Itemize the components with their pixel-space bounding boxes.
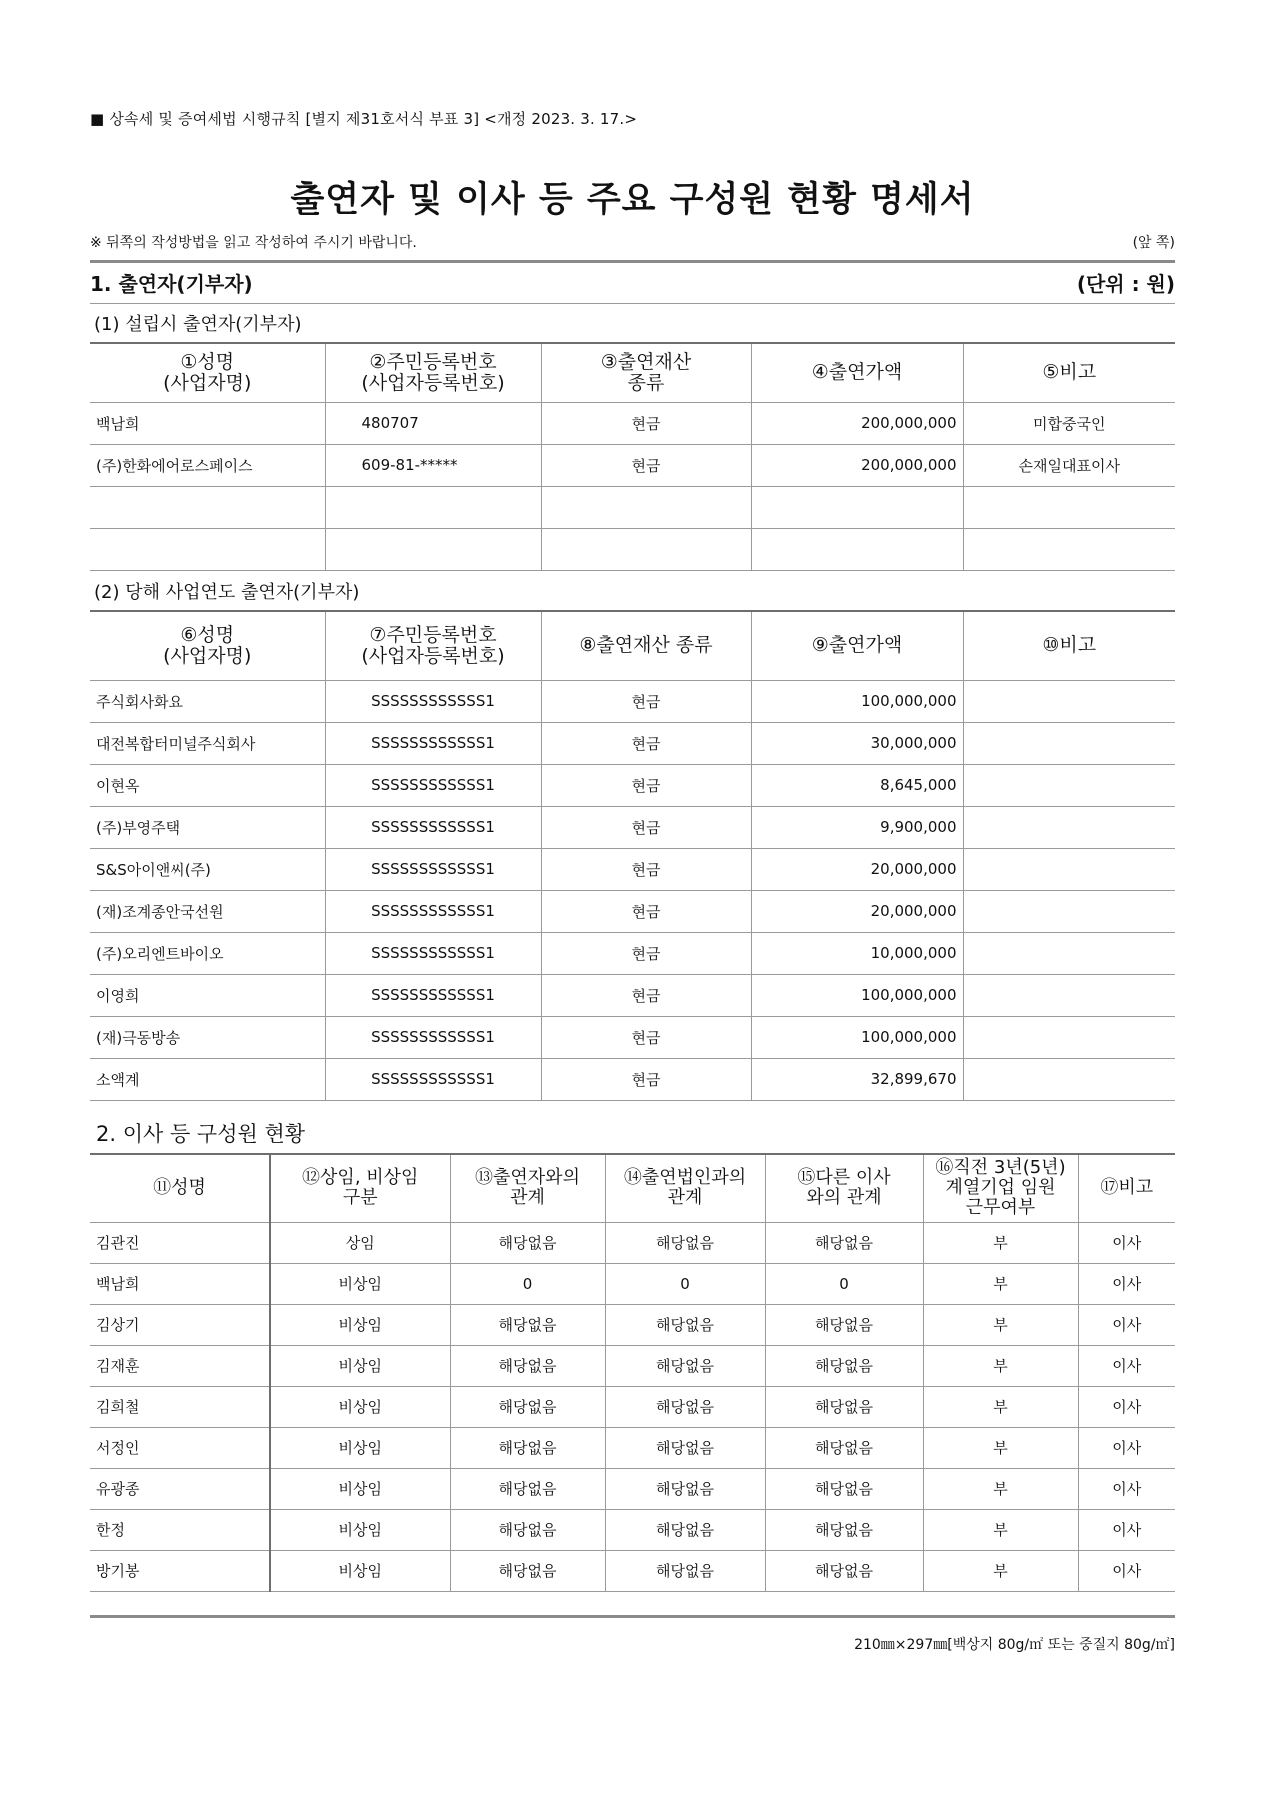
cell-rel_corp: 해당없음 [605,1468,765,1509]
cell-id: SSSSSSSSSSSS1 [325,848,541,890]
table-row [90,1509,1175,1550]
cell-amount: 9,900,000 [751,806,963,848]
cell-type: 현금 [541,402,751,444]
cell-affiliate: 부 [923,1386,1078,1427]
table-row [90,528,1175,570]
cell-type [541,486,751,528]
cell-note: 이사 [1078,1468,1175,1509]
table-row [90,848,1175,890]
table-row [90,806,1175,848]
table-header-row [90,611,1175,680]
table-row [90,1304,1175,1345]
column-header: ⑯직전 3년(5년) 계열기업 임원 근무여부 [923,1154,1078,1222]
cell-affiliate: 부 [923,1509,1078,1550]
table-row [90,402,1175,444]
table-row [90,1386,1175,1427]
cell-rel_corp: 해당없음 [605,1222,765,1263]
table-row [90,890,1175,932]
cell-amount [751,486,963,528]
cell-name: 백남희 [90,1263,270,1304]
cell-affiliate: 부 [923,1222,1078,1263]
cell-name: 소액계 [90,1058,325,1100]
cell-note: 이사 [1078,1304,1175,1345]
cell-amount: 32,899,670 [751,1058,963,1100]
cell-note [963,890,1175,932]
cell-type: 비상임 [270,1263,450,1304]
cell-note [963,764,1175,806]
column-header: ⑨출연가액 [751,611,963,680]
page-side-label: (앞 쪽) [1132,235,1175,251]
cell-name: 주식회사화요 [90,680,325,722]
cell-name: 김희철 [90,1386,270,1427]
form-reference: ■ 상속세 및 증여세법 시행규칙 [별지 제31호서식 부표 3] <개정 2023. 3. 17.> [90,110,638,128]
cell-rel_other: 해당없음 [765,1345,923,1386]
cell-name: 대전복합터미널주식회사 [90,722,325,764]
cell-rel_corp: 해당없음 [605,1345,765,1386]
cell-note: 손재일대표이사 [963,444,1175,486]
column-header: ⑮다른 이사 와의 관계 [765,1154,923,1222]
cell-rel_other: 해당없음 [765,1304,923,1345]
cell-type: 비상임 [270,1468,450,1509]
cell-name: (재)조계종안국선원 [90,890,325,932]
cell-id: SSSSSSSSSSSS1 [325,932,541,974]
cell-note [963,1016,1175,1058]
table-row [90,1427,1175,1468]
cell-note: 이사 [1078,1345,1175,1386]
cell-note [963,528,1175,570]
founder-table [90,342,1175,571]
table-header-row [90,343,1175,402]
divider-thick [90,260,1175,263]
table-row [90,1222,1175,1263]
cell-affiliate: 부 [923,1345,1078,1386]
cell-id: 609-81-***** [325,444,541,486]
cell-note: 이사 [1078,1263,1175,1304]
cell-note [963,932,1175,974]
document-title: 출연자 및 이사 등 주요 구성원 현황 명세서 [290,180,975,220]
cell-id: SSSSSSSSSSSS1 [325,722,541,764]
cell-name: 이현옥 [90,764,325,806]
cell-rel_other: 해당없음 [765,1427,923,1468]
cell-type: 비상임 [270,1550,450,1591]
cell-type: 현금 [541,1016,751,1058]
cell-rel_donor: 해당없음 [450,1304,605,1345]
cell-amount: 20,000,000 [751,848,963,890]
cell-affiliate: 부 [923,1550,1078,1591]
table-row [90,1016,1175,1058]
cell-type: 현금 [541,722,751,764]
column-header: ④출연가액 [751,343,963,402]
cell-type: 현금 [541,848,751,890]
column-header: ⑥성명 (사업자명) [90,611,325,680]
cell-type: 현금 [541,890,751,932]
cell-affiliate: 부 [923,1468,1078,1509]
cell-name: 김상기 [90,1304,270,1345]
divider [90,303,1175,304]
cell-name: 한정 [90,1509,270,1550]
table-row [90,444,1175,486]
cell-id: SSSSSSSSSSSS1 [325,680,541,722]
cell-rel_other: 해당없음 [765,1509,923,1550]
cell-note: 이사 [1078,1550,1175,1591]
cell-type: 현금 [541,764,751,806]
cell-note [963,486,1175,528]
table-row [90,1263,1175,1304]
cell-type: 현금 [541,1058,751,1100]
donor-table [90,610,1175,1101]
column-header: ⑤비고 [963,343,1175,402]
cell-rel_corp: 해당없음 [605,1427,765,1468]
cell-rel_donor: 해당없음 [450,1550,605,1591]
cell-rel_donor: 해당없음 [450,1386,605,1427]
table-row [90,764,1175,806]
cell-id: SSSSSSSSSSSS1 [325,1016,541,1058]
table-row [90,1550,1175,1591]
column-header: ③출연재산 종류 [541,343,751,402]
cell-rel_donor: 0 [450,1263,605,1304]
unit-label: (단위 : 원) [1076,272,1175,296]
table-row [90,486,1175,528]
cell-amount [751,528,963,570]
cell-rel_donor: 해당없음 [450,1468,605,1509]
cell-note: 이사 [1078,1509,1175,1550]
table-row [90,722,1175,764]
cell-rel_other: 해당없음 [765,1550,923,1591]
section1-heading-row [90,268,1175,297]
cell-amount: 100,000,000 [751,974,963,1016]
cell-type: 비상임 [270,1509,450,1550]
cell-name: (주)한화에어로스페이스 [90,444,325,486]
cell-id: SSSSSSSSSSSS1 [325,890,541,932]
cell-type: 비상임 [270,1386,450,1427]
divider-thick [90,1615,1175,1618]
table-row [90,680,1175,722]
cell-amount: 8,645,000 [751,764,963,806]
table-row [90,932,1175,974]
cell-affiliate: 부 [923,1304,1078,1345]
cell-rel_donor: 해당없음 [450,1345,605,1386]
cell-id [325,486,541,528]
cell-affiliate: 부 [923,1427,1078,1468]
column-header: ①성명 (사업자명) [90,343,325,402]
cell-amount: 200,000,000 [751,402,963,444]
column-header: ⑰비고 [1078,1154,1175,1222]
cell-type: 현금 [541,932,751,974]
cell-name: 백남희 [90,402,325,444]
column-header: ②주민등록번호 (사업자등록번호) [325,343,541,402]
cell-affiliate: 부 [923,1263,1078,1304]
cell-note: 이사 [1078,1386,1175,1427]
cell-rel_other: 해당없음 [765,1386,923,1427]
table-row [90,1058,1175,1100]
cell-rel_donor: 해당없음 [450,1222,605,1263]
column-header: ⑬출연자와의 관계 [450,1154,605,1222]
cell-type: 현금 [541,806,751,848]
cell-type [541,528,751,570]
table-row [90,1468,1175,1509]
cell-name: (주)오리엔트바이오 [90,932,325,974]
table-row [90,974,1175,1016]
instruction-line [90,232,1175,252]
cell-rel_corp: 해당없음 [605,1550,765,1591]
column-header: ⑩비고 [963,611,1175,680]
cell-note: 미합중국인 [963,402,1175,444]
cell-note [963,806,1175,848]
cell-name: (재)극동방송 [90,1016,325,1058]
table-header-row [90,1154,1175,1222]
cell-rel_other: 해당없음 [765,1222,923,1263]
cell-amount: 20,000,000 [751,890,963,932]
cell-id: SSSSSSSSSSSS1 [325,1058,541,1100]
cell-rel_corp: 해당없음 [605,1509,765,1550]
section2-heading: 2. 이사 등 구성원 현황 [96,1122,306,1146]
cell-name: 서정인 [90,1427,270,1468]
cell-id: SSSSSSSSSSSS1 [325,764,541,806]
cell-name: 이영희 [90,974,325,1016]
cell-type: 비상임 [270,1427,450,1468]
cell-rel_other: 해당없음 [765,1468,923,1509]
cell-type: 현금 [541,974,751,1016]
instruction-text: ※ 뒤쪽의 작성방법을 읽고 작성하여 주시기 바랍니다. [90,235,417,251]
cell-type: 비상임 [270,1304,450,1345]
cell-type: 비상임 [270,1345,450,1386]
cell-type: 상임 [270,1222,450,1263]
cell-name: S&S아이앤씨(주) [90,848,325,890]
cell-id: 480707 [325,402,541,444]
cell-name: (주)부영주택 [90,806,325,848]
cell-rel_corp: 해당없음 [605,1304,765,1345]
cell-amount: 200,000,000 [751,444,963,486]
cell-name: 김재훈 [90,1345,270,1386]
sub2-heading: (2) 당해 사업연도 출연자(기부자) [94,582,360,603]
cell-name: 유광종 [90,1468,270,1509]
cell-id: SSSSSSSSSSSS1 [325,806,541,848]
cell-rel_donor: 해당없음 [450,1427,605,1468]
cell-note: 이사 [1078,1427,1175,1468]
cell-note [963,680,1175,722]
director-table [90,1153,1175,1592]
cell-note: 이사 [1078,1222,1175,1263]
column-header: ⑫상임, 비상임 구분 [270,1154,450,1222]
cell-note [963,974,1175,1016]
column-header: ⑪성명 [90,1154,270,1222]
sub1-heading: (1) 설립시 출연자(기부자) [94,314,302,335]
cell-type: 현금 [541,680,751,722]
cell-name [90,528,325,570]
cell-rel_corp: 0 [605,1263,765,1304]
cell-id: SSSSSSSSSSSS1 [325,974,541,1016]
cell-amount: 10,000,000 [751,932,963,974]
cell-name [90,486,325,528]
cell-name: 김관진 [90,1222,270,1263]
cell-type: 현금 [541,444,751,486]
cell-amount: 30,000,000 [751,722,963,764]
column-header: ⑭출연법인과의 관계 [605,1154,765,1222]
cell-id [325,528,541,570]
paper-spec: 210㎜×297㎜[백상지 80g/㎡ 또는 중질지 80g/㎡] [854,1637,1175,1653]
column-header: ⑧출연재산 종류 [541,611,751,680]
cell-amount: 100,000,000 [751,1016,963,1058]
cell-note [963,722,1175,764]
cell-rel_other: 0 [765,1263,923,1304]
column-header: ⑦주민등록번호 (사업자등록번호) [325,611,541,680]
table-row [90,1345,1175,1386]
cell-note [963,1058,1175,1100]
cell-amount: 100,000,000 [751,680,963,722]
cell-note [963,848,1175,890]
cell-name: 방기봉 [90,1550,270,1591]
cell-rel_donor: 해당없음 [450,1509,605,1550]
section1-heading: 1. 출연자(기부자) [90,272,253,296]
cell-rel_corp: 해당없음 [605,1386,765,1427]
